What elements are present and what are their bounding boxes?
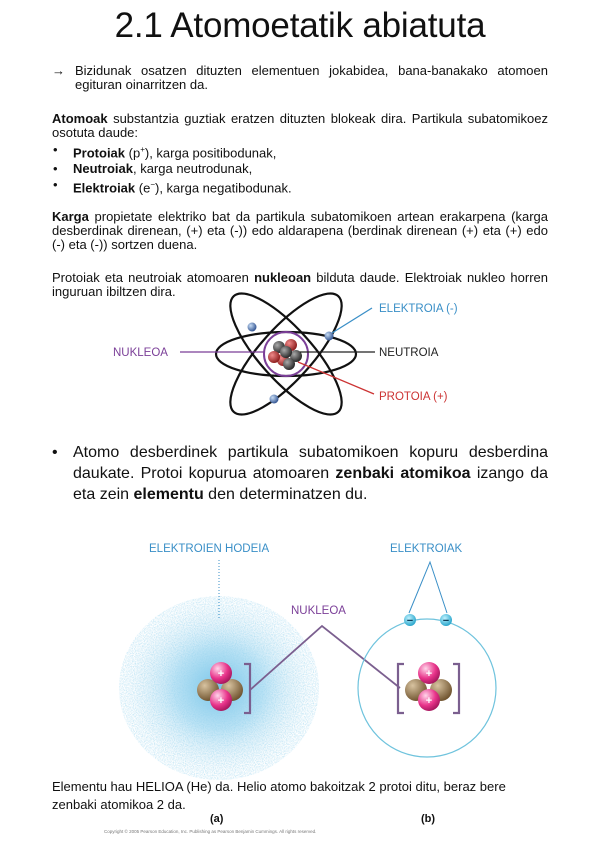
- electron-cloud-speckle: [119, 596, 319, 780]
- particle-symbol: (e: [135, 180, 151, 196]
- particle-desc: ), karga positibodunak,: [144, 145, 277, 161]
- electrons-pointer: [409, 562, 447, 613]
- electron-particle: [270, 395, 279, 404]
- particle-name: Protoiak: [73, 145, 126, 161]
- intro-text: Bizidunak osatzen dituzten elementuen jokabidea, bana-banakako atomoen egituran oinarritzen da.: [75, 63, 548, 92]
- atomic-number-text: [52, 442, 548, 505]
- element-term: elementu: [133, 486, 204, 503]
- proton-sign: +: [425, 695, 433, 707]
- electron-particle: [248, 323, 257, 332]
- cloud-label: ELEKTROIEN HODEIA: [149, 543, 270, 555]
- atoms-text: substantzia guztiak eratzen dituzten blokeak dira. Partikula subatomikoez osotuta daude:: [52, 111, 548, 140]
- neutron-label: NEUTROIA: [379, 347, 439, 359]
- bullet-icon: •: [53, 142, 58, 157]
- helium-cloud-model: [119, 596, 319, 780]
- page-title: 2.1 Atomoetatik abiatuta: [114, 6, 486, 45]
- bracket-b-left: [398, 664, 404, 713]
- helium-paragraph: Elementu hau HELIOA (He) da. Helio atomo bakoitzak 2 protoi ditu, beraz bere zenbaki atomikoa 2 da.: [52, 779, 506, 812]
- electron-label: ELEKTROIA (-): [379, 303, 458, 315]
- proton-label: PROTOIA (+): [379, 391, 448, 403]
- panel-a-label: (a): [210, 813, 224, 825]
- particle-name: Elektroiak: [73, 180, 136, 196]
- bullet-icon: •: [52, 444, 58, 461]
- copyright-text: Copyright © 2005 Pearson Education, Inc. Publishing as Pearson Benjamin Cummings. All rights reserved.: [104, 829, 317, 834]
- electron-orbit: [358, 619, 496, 757]
- arrow-icon: →: [52, 63, 65, 78]
- proton-particle: [268, 351, 280, 363]
- particle-charge: −: [150, 180, 155, 190]
- nucleus-term: nukleoan: [254, 270, 312, 285]
- nucleus-text-after: bilduta daude. Elektroiak nukleo horren inguruan ibiltzen dira.: [52, 270, 549, 299]
- proton-sign: +: [425, 668, 433, 680]
- electron-sign: −: [442, 615, 450, 627]
- electron-sign: −: [406, 615, 414, 627]
- neutron-particle: [280, 346, 292, 358]
- helium-orbit-model: [358, 614, 496, 757]
- bullet-icon: •: [53, 177, 58, 193]
- text-before: Atomo desberdinek partikula subatomikoen kopuru desberdina daukate. Protoi kopurua atomoaren: [73, 444, 548, 482]
- particle-desc: , karga neutrodunak,: [132, 161, 253, 177]
- text-middle: izango da eta zein: [73, 465, 549, 503]
- nucleus-label: NUKLEOA: [113, 347, 168, 359]
- nucleus-particles: [268, 339, 302, 370]
- bracket-b-right: [453, 664, 459, 713]
- electrons-label: ELEKTROIAK: [390, 543, 463, 555]
- particle-name: Neutroiak: [73, 161, 133, 177]
- nucleus-label-2: NUKLEOA: [291, 605, 346, 617]
- particle-symbol: (p: [125, 145, 141, 161]
- atomic-number-paragraph: [52, 442, 548, 505]
- particle-charge: +: [140, 145, 145, 154]
- atomic-number-term: zenbaki atomikoa: [335, 465, 471, 482]
- bullet-icon: •: [53, 161, 58, 177]
- text-after: den determinatzen du.: [203, 486, 368, 503]
- panel-b-label: (b): [421, 813, 436, 825]
- nucleus-text-before: Protoiak eta neutroiak atomoaren: [52, 270, 255, 285]
- neutron-particle: [283, 358, 295, 370]
- charge-term: Karga: [52, 209, 89, 224]
- charge-text: propietate elektriko bat da partikula subatomikoen artean erakarpena (karga desberdinak direnean, (+) eta (-)) edo aldarapena (berdinak direnean (+) eta (+) edo (-) eta (-)) sortzen duena.: [52, 209, 548, 252]
- atoms-term: Atomoak: [52, 111, 108, 126]
- proton-pointer: [298, 362, 374, 394]
- particle-desc: ), karga negatibodunak.: [155, 180, 292, 196]
- proton-sign: +: [217, 668, 225, 680]
- proton-sign: +: [217, 695, 225, 707]
